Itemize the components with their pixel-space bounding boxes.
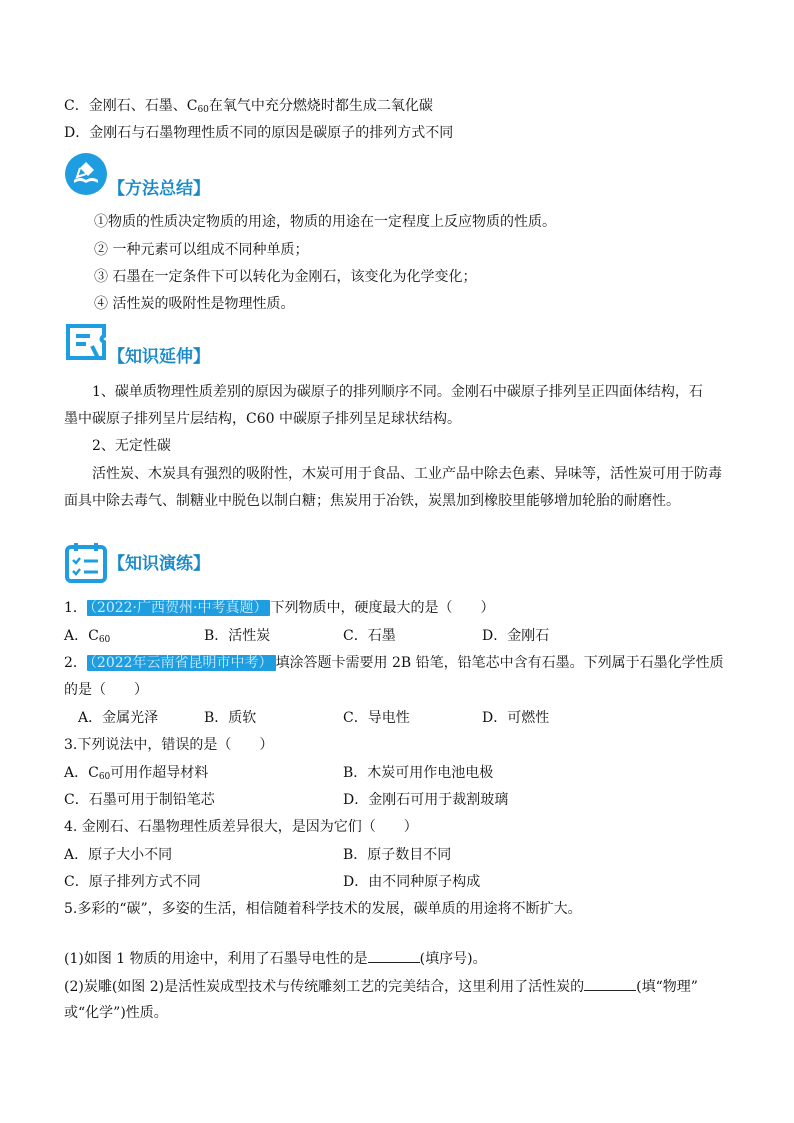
question-1: 1． （2022·广西贺州·中考真题） 下列物质中，硬度最大的是（ ） <box>64 600 495 616</box>
question-5-part-2: (2)炭雕(如图 2)是活性炭成型技术与传统雕刻工艺的完美结合，这里利用了活性炭的 (填“物理” <box>64 976 698 997</box>
answer-blank[interactable] <box>368 948 420 963</box>
q1-option-c: C．石墨 <box>343 628 396 644</box>
knowledge-extension-title: 【知识延伸】 <box>108 347 210 367</box>
extension-paragraph-2: 2、无定性碳 <box>92 438 171 454</box>
method-item-2: ② 一种元素可以组成不同种单质； <box>94 242 309 258</box>
extension-paragraph-1a: 1、碳单质物理性质差别的原因为碳原子的排列顺序不同。金刚石中碳原子排列呈正四面体结构，石 <box>92 384 703 400</box>
extension-paragraph-1b: 墨中碳原子排列呈片层结构，C60 中碳原子排列呈足球状结构。 <box>64 411 461 427</box>
source-tag: （2022·广西贺州·中考真题） <box>87 600 271 616</box>
answer-blank[interactable] <box>584 976 636 991</box>
option-c: C．金刚石、石墨、$C_{60}$在氧气中充分燃烧时都生成二氧化碳 <box>64 98 433 115</box>
source-tag: （2022年云南省昆明市中考） <box>87 655 276 671</box>
method-summary-title: 【方法总结】 <box>108 179 210 199</box>
q2-option-c: C．导电性 <box>343 710 410 726</box>
pen-book-icon <box>64 152 108 196</box>
question-3: 3.下列说法中，错误的是（ ） <box>64 737 274 753</box>
option-d: D．金刚石与石墨物理性质不同的原因是碳原子的排列方式不同 <box>64 125 454 141</box>
method-item-1: ①物质的性质决定物质的用途，物质的用途在一定程度上反应物质的性质。 <box>94 214 556 230</box>
method-item-3: ③ 石墨在一定条件下可以转化为金刚石，该变化为化学变化； <box>94 269 477 285</box>
question-5-part-1: (1)如图 1 物质的用途中，利用了石墨导电性的是 (填序号)。 <box>64 948 487 969</box>
q4-option-a: A．原子大小不同 <box>64 847 173 863</box>
q2-option-b: B．质软 <box>204 710 257 726</box>
knowledge-practice-title: 【知识演练】 <box>108 554 210 574</box>
extension-paragraph-3a: 活性炭、木炭具有强烈的吸附性，木炭可用于食品、工业产品中除去色素、异味等，活性炭可用于防毒 <box>92 466 722 482</box>
q3-option-b: B．木炭可用作电池电极 <box>343 765 494 781</box>
q4-option-b: B．原子数目不同 <box>343 847 452 863</box>
q1-option-a: A．$C_{60}$ <box>64 628 111 645</box>
question-5: 5.多彩的“碳”，多姿的生活，相信随着科学技术的发展，碳单质的用途将不断扩大。 <box>64 901 582 917</box>
q4-option-d: D．由不同种原子构成 <box>343 874 481 890</box>
q2-option-a: A．金属光泽 <box>78 710 159 726</box>
q3-option-c: C．石墨可用于制铅笔芯 <box>64 792 215 808</box>
question-4: 4. 金刚石、石墨物理性质差异很大，是因为它们（ ） <box>64 819 418 835</box>
question-5-part-2-line2: 或“化学”)性质。 <box>64 1005 168 1021</box>
q4-option-c: C．原子排列方式不同 <box>64 874 201 890</box>
q1-option-d: D．金刚石 <box>482 628 550 644</box>
extension-paragraph-3b: 面具中除去毒气、制糖业中脱色以制白糖；焦炭用于冶铁，炭黑加到橡胶里能够增加轮胎的耐磨性。 <box>64 493 680 509</box>
question-2-line2: 的是（ ） <box>64 682 148 698</box>
q2-option-d: D．可燃性 <box>482 710 550 726</box>
question-2: 2． （2022年云南省昆明市中考） 填涂答题卡需要用 2B 铅笔，铅笔芯中含有石墨。下列属于石墨化学性质 <box>64 655 724 671</box>
q1-option-b: B．活性炭 <box>204 628 271 644</box>
q3-option-a: A．$C_{60}$可用作超导材料 <box>64 765 209 782</box>
q3-option-d: D．金刚石可用于裁割玻璃 <box>343 792 509 808</box>
ticket-icon <box>64 322 108 362</box>
method-item-4: ④ 活性炭的吸附性是物理性质。 <box>94 296 295 312</box>
calendar-checklist-icon <box>64 540 108 584</box>
